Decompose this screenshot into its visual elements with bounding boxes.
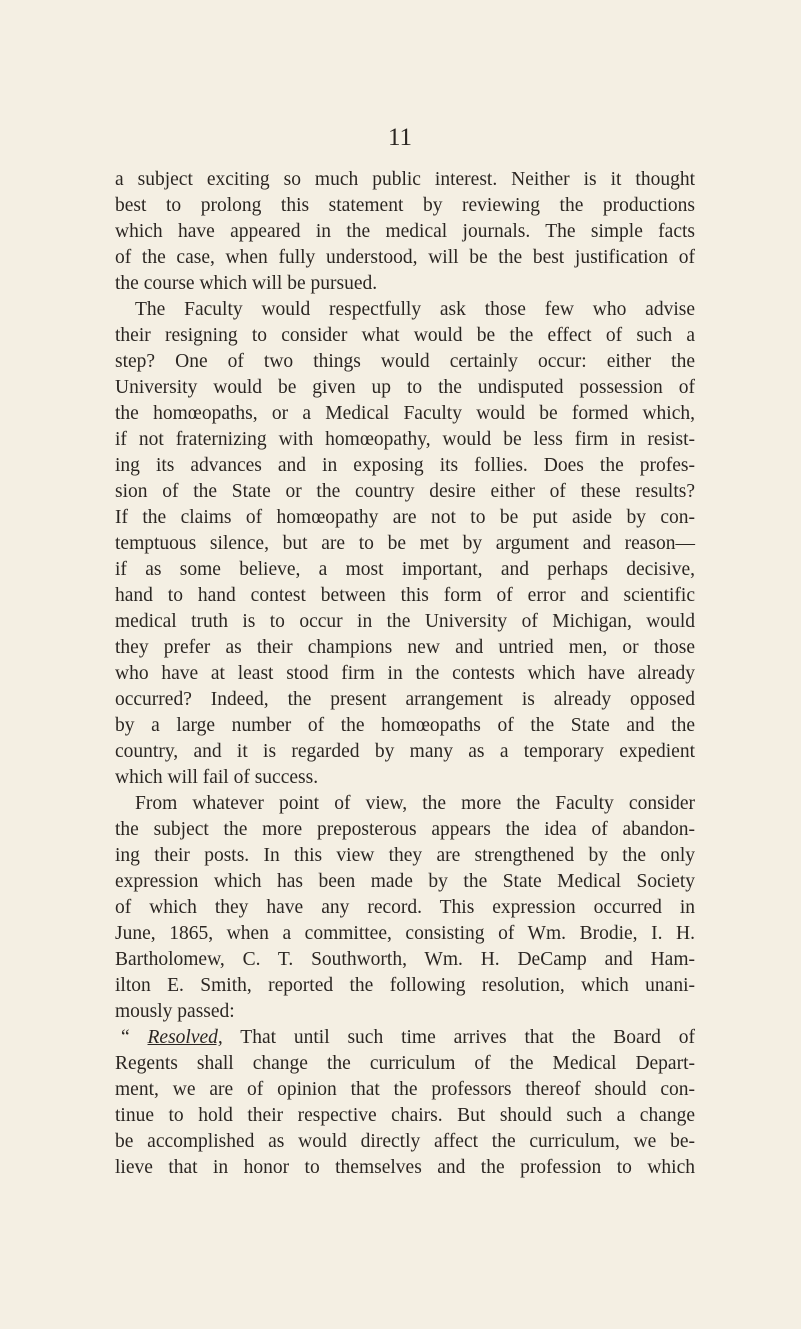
text-line: sion of the State or the country desire either of these results? <box>115 481 695 502</box>
text-line: ilton E. Smith, reported the following resolution, which unani- <box>115 975 695 996</box>
text-line: they prefer as their champions new and untried men, or those <box>115 637 695 658</box>
paragraph-2 <box>115 297 695 791</box>
text-line: tinue to hold their respective chairs. But should such a change <box>115 1105 695 1126</box>
text-line: June, 1865, when a committee, consisting of Wm. Brodie, I. H. <box>115 923 695 944</box>
text-line: of the case, when fully understood, will be the best justification of <box>115 247 695 268</box>
text-line: From whatever point of view, the more the Faculty consider <box>135 793 695 814</box>
text-line: mously passed: <box>115 1001 235 1022</box>
text-line: University would be given up to the undisputed possession of <box>115 377 695 398</box>
paragraph-3 <box>115 791 695 1025</box>
text-line: be accomplished as would directly affect the curriculum, we be- <box>115 1131 695 1152</box>
text-line: ment, we are of opinion that the professors thereof should con- <box>115 1079 695 1100</box>
text-line: which will fail of success. <box>115 767 319 788</box>
text-line: Bartholomew, C. T. Southworth, Wm. H. DeCamp and Ham- <box>115 949 695 970</box>
text-line: who have at least stood firm in the contests which have already <box>115 663 695 684</box>
text-line-rest: That until such time arrives that the Board of <box>240 1027 695 1048</box>
text-line: medical truth is to occur in the University of Michigan, would <box>115 611 695 632</box>
paragraph-4-resolution <box>115 1025 695 1181</box>
text-line: the homœopaths, or a Medical Faculty would be formed which, <box>115 403 695 424</box>
text-line: The Faculty would respectfully ask those few who advise <box>135 299 695 320</box>
text-line: expression which has been made by the State Medical Society <box>115 871 695 892</box>
text-line: step? One of two things would certainly occur: either the <box>115 351 695 372</box>
text-line: Regents shall change the curriculum of the Medical Depart- <box>115 1053 695 1074</box>
text-line: their resigning to consider what would be the effect of such a <box>115 325 695 346</box>
text-line: if not fraternizing with homœopathy, would be less firm in resist- <box>115 429 695 450</box>
paragraph-1 <box>115 167 695 297</box>
text-line: which have appeared in the medical journals. The simple facts <box>115 221 695 242</box>
text-line: country, and it is regarded by many as a temporary expedient <box>115 741 695 762</box>
text-line: If the claims of homœopathy are not to be put aside by con- <box>115 507 695 528</box>
text-line <box>115 1025 695 1051</box>
text-line: temptuous silence, but are to be met by argument and reason— <box>115 533 695 554</box>
resolved-word: Resolved, <box>147 1027 223 1048</box>
text-line: the course which will be pursued. <box>115 273 378 294</box>
body-text <box>115 167 695 1181</box>
text-line: best to prolong this statement by reviewing the productions <box>115 195 695 216</box>
text-line: hand to hand contest between this form of error and scientific <box>115 585 695 606</box>
text-line: ing their posts. In this view they are strengthened by the only <box>115 845 695 866</box>
page-number: 11 <box>387 124 413 151</box>
text-line: a subject exciting so much public interest. Neither is it thought <box>115 169 695 190</box>
text-line: of which they have any record. This expression occurred in <box>115 897 695 918</box>
text-line: by a large number of the homœopaths of the State and the <box>115 715 695 736</box>
text-line: ing its advances and in exposing its follies. Does the profes- <box>115 455 695 476</box>
text-line: if as some believe, a most important, and perhaps decisive, <box>115 559 695 580</box>
opening-quote: “ <box>121 1027 130 1048</box>
text-line: occurred? Indeed, the present arrangement is already opposed <box>115 689 695 710</box>
text-line: the subject the more preposterous appears the idea of abandon- <box>115 819 695 840</box>
text-line: lieve that in honor to themselves and the profession to which <box>115 1157 695 1178</box>
